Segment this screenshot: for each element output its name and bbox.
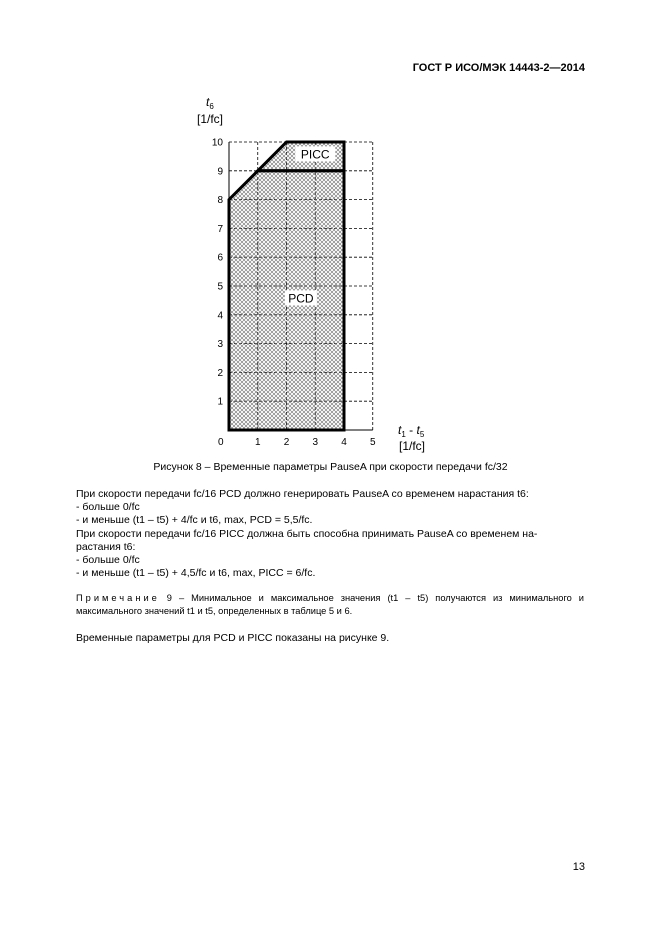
y-axis-unit: [1/fc]	[197, 112, 224, 126]
y-tick-label: 6	[217, 252, 223, 264]
x-axis-label: $t_1 - t_5$	[398, 423, 425, 439]
y-tick-label: 10	[211, 137, 223, 149]
list-item: - и меньше (t1 – t5) + 4,5/fc и t6, max, PICC = 6/fc.	[76, 567, 316, 580]
figure-caption: Рисунок 8 – Временные параметры PauseA при скорости передачи fc/32	[153, 461, 508, 473]
y-tick-label: 2	[217, 367, 223, 379]
x-tick-label: 1	[254, 437, 261, 448]
y-axis-label: $t_6$	[206, 95, 214, 111]
note-label: Примечание	[76, 593, 160, 603]
page-number: 13	[572, 861, 585, 873]
note-text: 9 – Минимальное и максимальное значения (t1 – t5) получаются из минимального и максимального значений t1 и t5, определенных в таблице 5 и 6.	[76, 593, 584, 616]
x-axis-unit: [1/fc]	[399, 439, 426, 453]
x-tick-label: 3	[312, 437, 319, 448]
body-text	[76, 488, 584, 580]
list-item: - больше 0/fc	[76, 501, 140, 514]
list-item: - больше 0/fc	[76, 554, 140, 567]
list-item: - и меньше (t1 – t5) + 4/fc и t6, max, PCD = 5,5/fc.	[76, 514, 313, 527]
y-tick-label: 3	[217, 339, 223, 351]
closing-paragraph: Временные параметры для PCD и PICC показаны на рисунке 9.	[76, 632, 390, 644]
document-header: ГОСТ Р ИСО/МЭК 14443-2—2014	[412, 62, 585, 74]
x-tick-label: 5	[369, 437, 376, 448]
y-tick-label: 4	[217, 310, 223, 322]
region-label-picc: PICC	[300, 147, 330, 162]
paragraph: растания t6:	[76, 540, 136, 553]
note	[76, 592, 584, 617]
paragraph: При скорости передачи fc/16 PCD должно генерировать PauseA со временем нарастания t6:	[76, 488, 529, 500]
y-tick-label: 8	[217, 195, 223, 207]
y-tick-label: 5	[217, 281, 223, 293]
origin-label: 0	[218, 437, 224, 448]
y-tick-label: 7	[217, 223, 223, 235]
x-tick-label: 4	[341, 437, 347, 448]
region-label-pcd: PCD	[288, 291, 314, 306]
paragraph: При скорости передачи fc/16 PICC должна быть способна принимать PauseA со временем на-	[76, 527, 538, 540]
timing-figure	[0, 0, 661, 460]
y-tick-label: 9	[217, 166, 223, 178]
x-tick-label: 2	[283, 437, 290, 448]
y-tick-label: 1	[217, 396, 223, 408]
